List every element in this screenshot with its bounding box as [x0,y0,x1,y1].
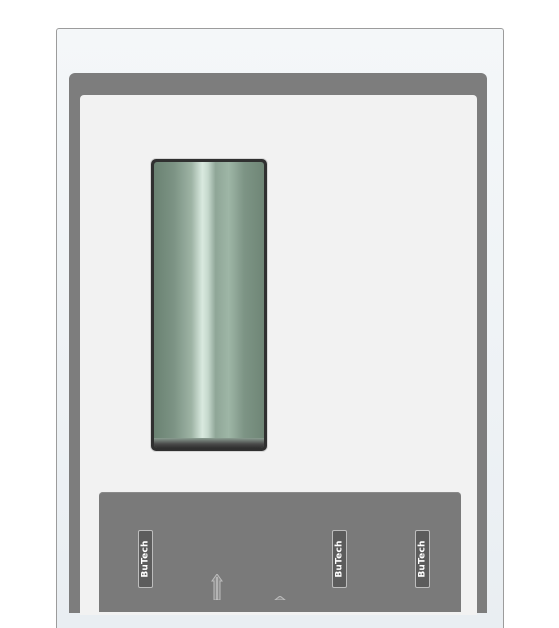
display-glass-tube [154,162,264,448]
probe-pin-icon [209,574,225,600]
device-base-block [99,492,461,612]
brand-tag-middle [332,530,347,588]
brand-tag-left [138,530,153,588]
probe-pin-tip-icon [274,596,286,600]
brand-tag-label: BuTech [334,540,345,578]
display-window [151,159,267,451]
brand-tag-right [415,530,430,588]
brand-tag-label: BuTech [140,540,151,578]
brand-tag-label: BuTech [417,540,428,578]
